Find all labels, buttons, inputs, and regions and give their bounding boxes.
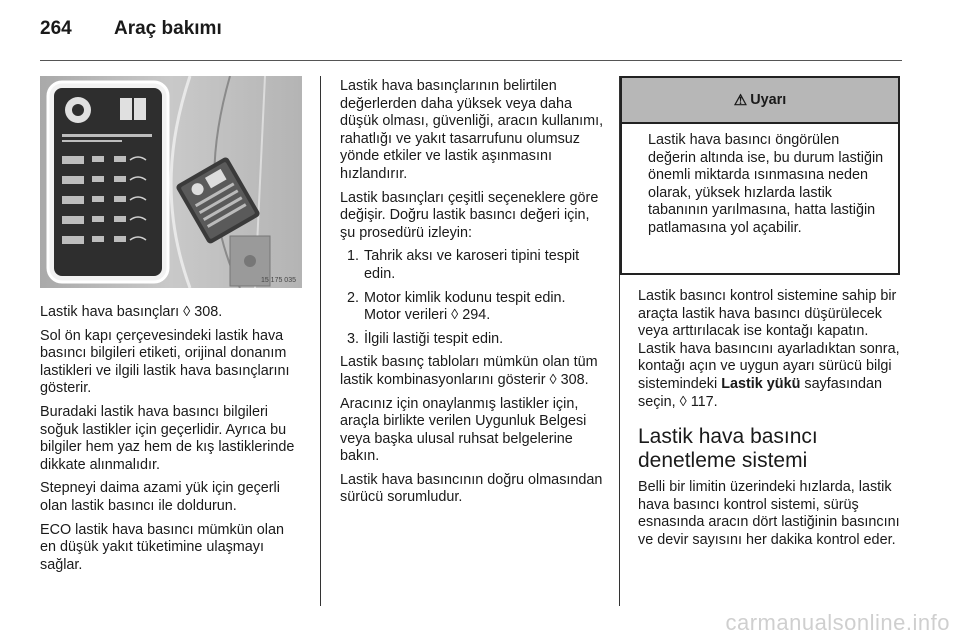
paragraph-eco-pressure: ECO lastik hava basıncı mümkün olan en düşük yakıt tüketimine ulaşmayı sağlar.	[40, 521, 284, 573]
column-1	[40, 304, 302, 580]
procedure-step: 3. İlgili lastiği tespit edin.	[347, 330, 504, 347]
warning-triangle-icon: ⚠	[733, 92, 748, 109]
page-number: 264	[40, 18, 72, 39]
warning-box	[620, 76, 900, 275]
warning-title: Uyarı	[750, 92, 787, 108]
paragraph-adjust-pressure: Lastik basıncı kontrol sistemine sahip bir araçta lastik hava basıncı düşürülecek veya arttırılacak ise kontağı kapatın. Lastik hava basıncını ayarladıktan sonra, kontağı açın ve uygun ayarı sürücü bilgi sistemindeki Lastik yükü sayfasından seçin, ◊ 117.	[638, 288, 900, 410]
paragraph-pressure-effects: Lastik hava basınçlarının belirtilen değerlerden daha yüksek veya daha düşük olması, güvenliği, aracın kullanımı, rahatlığı ve yakıt tasarrufunu olumsuz yönde etkiler ve lastik aşınmasını hızlandırır.	[340, 78, 604, 182]
watermark: carmanualsonline.info	[725, 610, 950, 635]
column-3	[638, 288, 902, 556]
warning-text: Lastik hava basıncı öngörülen değerin altında ise, bu durum lastiğin önemli miktarda ısınmasına neden olarak, yüksek hızlarda lastik tabanının yarılmasına, hatta lastiğin patlamasına yol açabilir.	[648, 132, 884, 236]
paragraph-label-location: Sol ön kapı çerçevesindeki lastik hava basıncı bilgileri etiketi, orijinal donanım lastikleri ve ilgili lastik hava basınçlarını gösterir.	[40, 327, 290, 397]
door-frame-drawing	[40, 76, 302, 288]
illustration-code: 15 175 035	[260, 277, 296, 284]
warning-header	[622, 78, 898, 124]
column-2	[340, 78, 604, 513]
tyre-pressure-reference: Lastik hava basınçları ◊ 308.	[40, 304, 223, 320]
page-header	[40, 18, 902, 58]
procedure-steps	[340, 248, 604, 348]
paragraph-procedure-intro: Lastik basınçları çeşitli seçeneklere göre değişir. Doğru lastik basıncı değeri için, şu prosedürü izleyin:	[340, 189, 599, 241]
paragraph-driver-responsibility: Lastik hava basıncının doğru olmasından sürücü sorumludur.	[340, 471, 603, 506]
header-rule	[40, 60, 902, 61]
section-heading: Lastik hava basıncı denetleme sistemi	[638, 425, 818, 473]
menu-item-tyre-load: Lastik yükü	[721, 375, 801, 392]
tyre-pressure-label-illustration	[40, 76, 302, 288]
column-divider-left	[320, 76, 321, 606]
paragraph-spare-wheel: Stepneyi daima azami yük için geçerli olan lastik basıncı ile doldurun.	[40, 480, 280, 514]
procedure-step: 2. Motor kimlik kodunu tespit edin. Motor verileri ◊ 294.	[347, 289, 566, 324]
paragraph-certificate: Aracınız için onaylanmış lastikler için, araçla birlikte verilen Uygunluk Belgesi veya başka ulusal ruhsat belgelerine bakın.	[340, 395, 587, 465]
page-title: Araç bakımı	[114, 18, 222, 39]
paragraph-monitoring-system: Belli bir limitin üzerindeki hızlarda, lastik hava basıncı kontrol sistemi, sürüş esnasında aracın dört lastiğinin basıncını ve devir sayısını her dakika kontrol eder.	[638, 479, 900, 548]
paragraph-pressure-tables: Lastik basınç tabloları mümkün olan tüm lastik kombinasyonlarını gösterir ◊ 308.	[340, 354, 598, 388]
procedure-step: 1. Tahrik aksı ve karoseri tipini tespit edin.	[347, 248, 580, 282]
paragraph-cold-tyres: Buradaki lastik hava basıncı bilgileri soğuk lastikler için geçerlidir. Ayrıca bu bilgiler hem yaz hem de kış lastiklerinde dikkate alınmalıdır.	[40, 403, 295, 473]
